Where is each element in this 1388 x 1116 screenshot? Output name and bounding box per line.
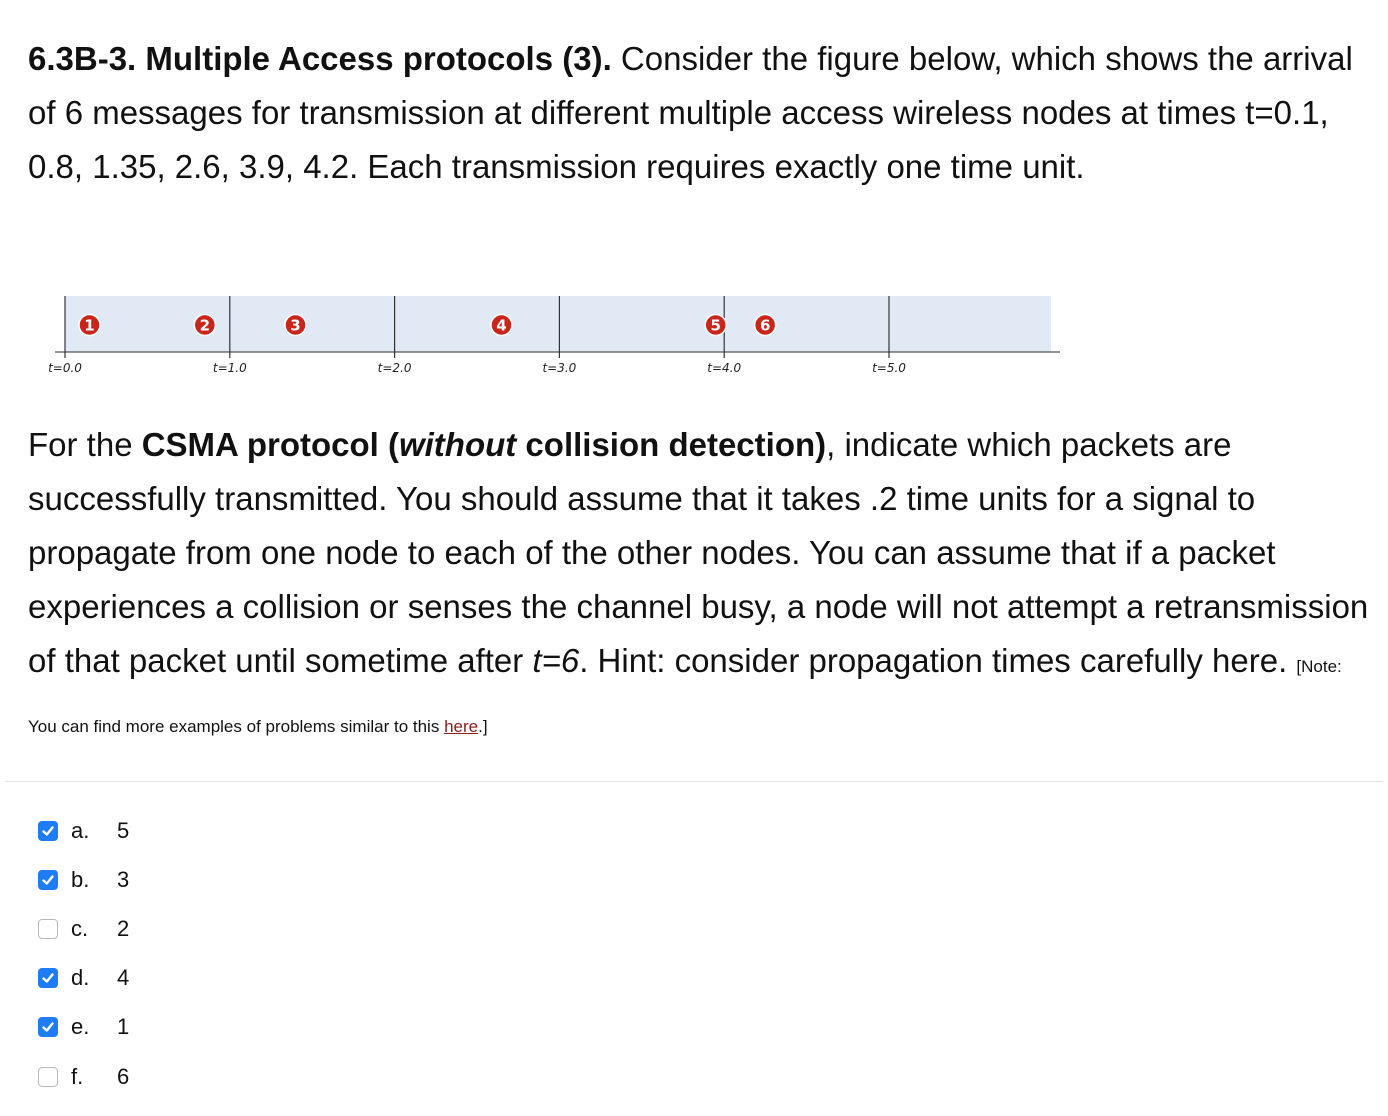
answer-option[interactable] — [38, 1003, 129, 1052]
tick-label: t=2.0 — [377, 361, 412, 375]
answer-option[interactable] — [38, 855, 129, 904]
checkbox-checked[interactable] — [38, 821, 58, 841]
note-suffix: .] — [478, 717, 488, 736]
tick-label: t=0.0 — [48, 361, 82, 375]
checkbox-checked[interactable] — [38, 1017, 58, 1037]
answer-options — [38, 806, 129, 1101]
option-letter: b. — [71, 866, 90, 892]
checkmark-icon — [41, 873, 55, 887]
option-value: 6 — [117, 1063, 130, 1089]
option-value: 5 — [117, 817, 130, 843]
packet-marker-label: 4 — [496, 316, 507, 335]
question-title: 6.3B-3. Multiple Access protocols (3). — [28, 40, 612, 77]
note-link[interactable]: here — [444, 717, 479, 736]
option-value: 2 — [117, 915, 130, 941]
divider — [5, 781, 1383, 782]
answer-option[interactable] — [38, 904, 129, 953]
option-value: 4 — [117, 965, 130, 991]
option-letter: d. — [71, 965, 90, 991]
option-value: 1 — [117, 1014, 130, 1040]
prompt-without: without — [398, 426, 517, 463]
checkbox-checked[interactable] — [38, 870, 58, 890]
timeline-figure — [0, 0, 1388, 420]
tick-label: t=3.0 — [542, 361, 577, 375]
checkbox-unchecked[interactable] — [38, 1067, 58, 1087]
checkbox-checked[interactable] — [38, 968, 58, 988]
answer-option[interactable] — [38, 1052, 129, 1101]
prompt-part2: , indicate which packets are successfully transmitted. You should assume that it takes .2 time units for a signal to propagate from one node to each of the other nodes. You can assume that if a packet experiences a collision or senses the channel busy, a node will not attempt a retransmission of that packet until sometime after — [28, 426, 1369, 679]
answer-option[interactable] — [38, 954, 129, 1003]
option-letter: e. — [71, 1014, 90, 1040]
packet-marker-label: 3 — [290, 316, 301, 335]
tick-label: t=5.0 — [872, 361, 906, 375]
tick-label: t=4.0 — [707, 361, 742, 375]
packet-marker-label: 2 — [199, 316, 211, 335]
option-letter: c. — [71, 915, 89, 941]
prompt-bold2: collision detection) — [516, 426, 827, 463]
question-intro: Consider the figure below, which shows the arrival of 6 messages for transmission at different multiple access wireless nodes at times t=0.1, 0.8, 1.35, 2.6, 3.9, 4.2. Each transmission requires exactly one time unit. — [28, 40, 1353, 185]
tick-label: t=1.0 — [212, 361, 247, 375]
prompt-hint: . Hint: consider propagation times carefully here. — [579, 642, 1297, 679]
checkbox-unchecked[interactable] — [38, 919, 58, 939]
timeline-svg — [0, 0, 1388, 420]
checkmark-icon — [41, 1020, 55, 1034]
prompt-t6: t=6 — [532, 642, 580, 679]
checkmark-icon — [41, 971, 55, 985]
prompt-part1: For the — [28, 426, 142, 463]
answer-option[interactable] — [38, 806, 129, 855]
note-prefix: [Note: You can find more examples of problems similar to this — [28, 657, 1342, 736]
option-letter: f. — [71, 1063, 84, 1089]
prompt-bold1: CSMA protocol ( — [141, 426, 399, 463]
packet-marker-label: 1 — [84, 316, 95, 335]
option-value: 3 — [117, 866, 130, 892]
prompt-text — [28, 418, 1373, 754]
checkmark-icon — [41, 824, 55, 838]
packet-marker-label: 5 — [710, 316, 721, 335]
option-letter: a. — [71, 817, 90, 843]
packet-marker-label: 6 — [759, 316, 771, 335]
